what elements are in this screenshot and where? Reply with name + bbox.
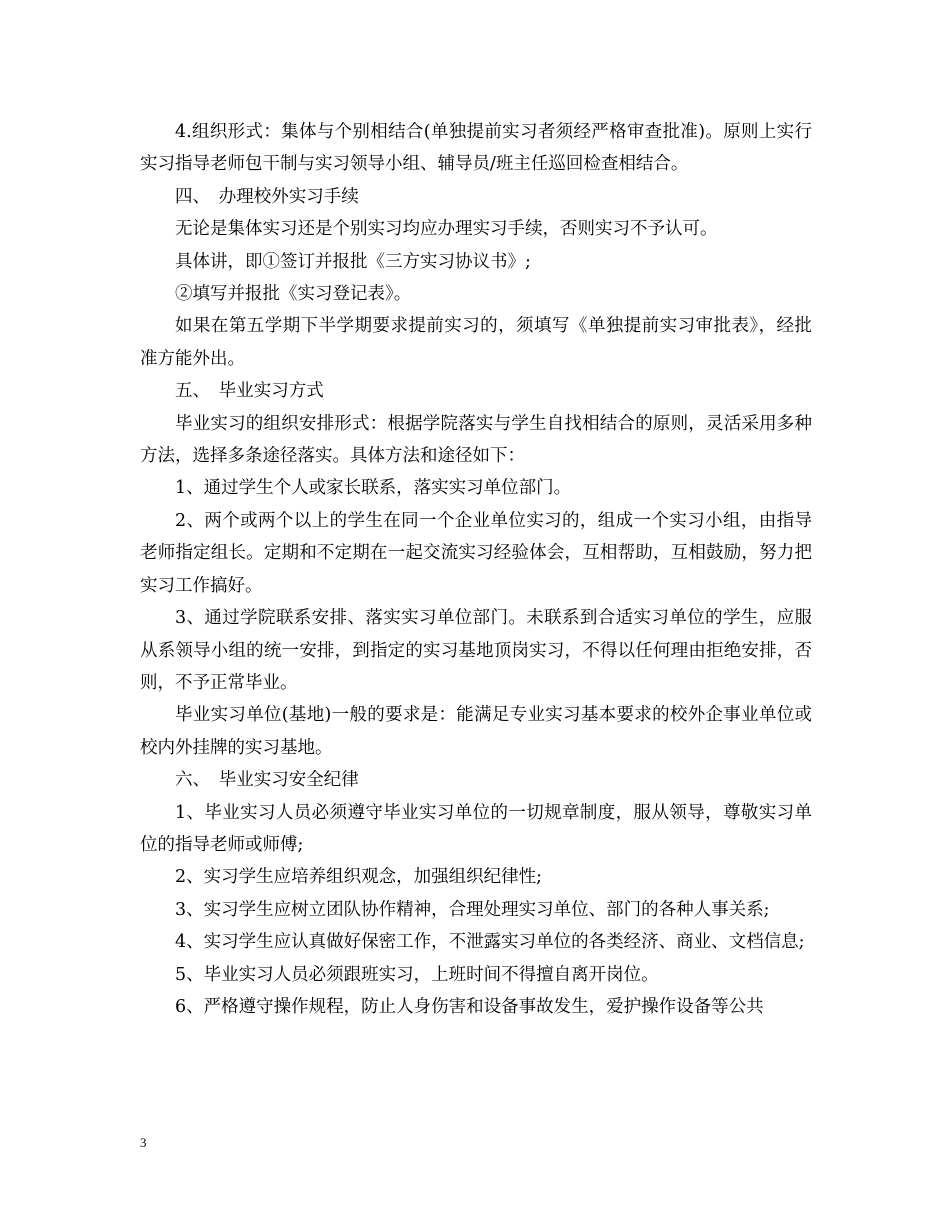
document-body bbox=[140, 116, 812, 1023]
paragraph-procedures-required: 无论是集体实习还是个别实习均应办理实习手续，否则实习不予认可。 bbox=[175, 219, 718, 240]
section-heading-internship-methods: 五、 毕业实习方式 bbox=[175, 381, 324, 402]
paragraph-sign-agreement: 具体讲，即①签订并报批《三方实习协议书》; bbox=[175, 251, 531, 272]
paragraph-unit-requirements: 毕业实习单位(基地)一般的要求是：能满足专业实习基本要求的校外企事业单位或校内外挂牌的实习基地。 bbox=[140, 705, 812, 758]
paragraph-rule-3: 3、实习学生应树立团队协作精神，合理处理实习单位、部门的各种人事关系; bbox=[175, 899, 770, 920]
paragraph-rule-5: 5、毕业实习人员必须跟班实习，上班时间不得擅自离开岗位。 bbox=[175, 964, 659, 985]
paragraph-registration-form: ②填写并报批《实习登记表》。 bbox=[175, 284, 412, 305]
paragraph-method-2: 2、两个或两个以上的学生在同一个企业单位实习的，组成一个实习小组，由指导老师指定组长。定期和不定期在一起交流实习经验体会，互相帮助，互相鼓励，努力把实习工作搞好。 bbox=[140, 510, 812, 596]
paragraph-rule-1: 1、毕业实习人员必须遵守毕业实习单位的一切规章制度，服从领导，尊敬实习单位的指导老师或师傅; bbox=[140, 802, 812, 855]
section-heading-procedures: 四、 办理校外实习手续 bbox=[175, 186, 359, 207]
paragraph-method-1: 1、通过学生个人或家长联系，落实实习单位部门。 bbox=[175, 478, 572, 499]
paragraph-rule-6: 6、严格遵守操作规程，防止人身伤害和设备事故发生，爱护操作设备等公共 bbox=[175, 996, 764, 1017]
paragraph-rule-2: 2、实习学生应培养组织观念，加强组织纪律性; bbox=[175, 867, 543, 888]
paragraph-arrangement-form: 毕业实习的组织安排形式：根据学院落实与学生自找相结合的原则，灵活采用多种方法，选择多条途径落实。具体方法和途径如下： bbox=[140, 413, 812, 467]
paragraph-method-3: 3、通过学院联系安排、落实实习单位部门。未联系到合适实习单位的学生，应服从系领导小组的统一安排，到指定的实习基地顶岗实习，不得以任何理由拒绝安排，否则，不予正常毕业。 bbox=[140, 608, 812, 693]
paragraph-early-internship: 如果在第五学期下半学期要求提前实习的，须填写《单独提前实习审批表》，经批准方能外出。 bbox=[140, 316, 812, 369]
paragraph-organization-form: 4.组织形式：集体与个别相结合(单独提前实习者须经严格审查批准)。原则上实行实习指导老师包干制与实习领导小组、辅导员/班主任巡回检查相结合。 bbox=[140, 122, 812, 175]
page-number: 3 bbox=[140, 1135, 147, 1150]
paragraph-rule-4: 4、实习学生应认真做好保密工作，不泄露实习单位的各类经济、商业、文档信息; bbox=[175, 932, 805, 953]
section-heading-safety-discipline: 六、 毕业实习安全纪律 bbox=[175, 770, 359, 791]
